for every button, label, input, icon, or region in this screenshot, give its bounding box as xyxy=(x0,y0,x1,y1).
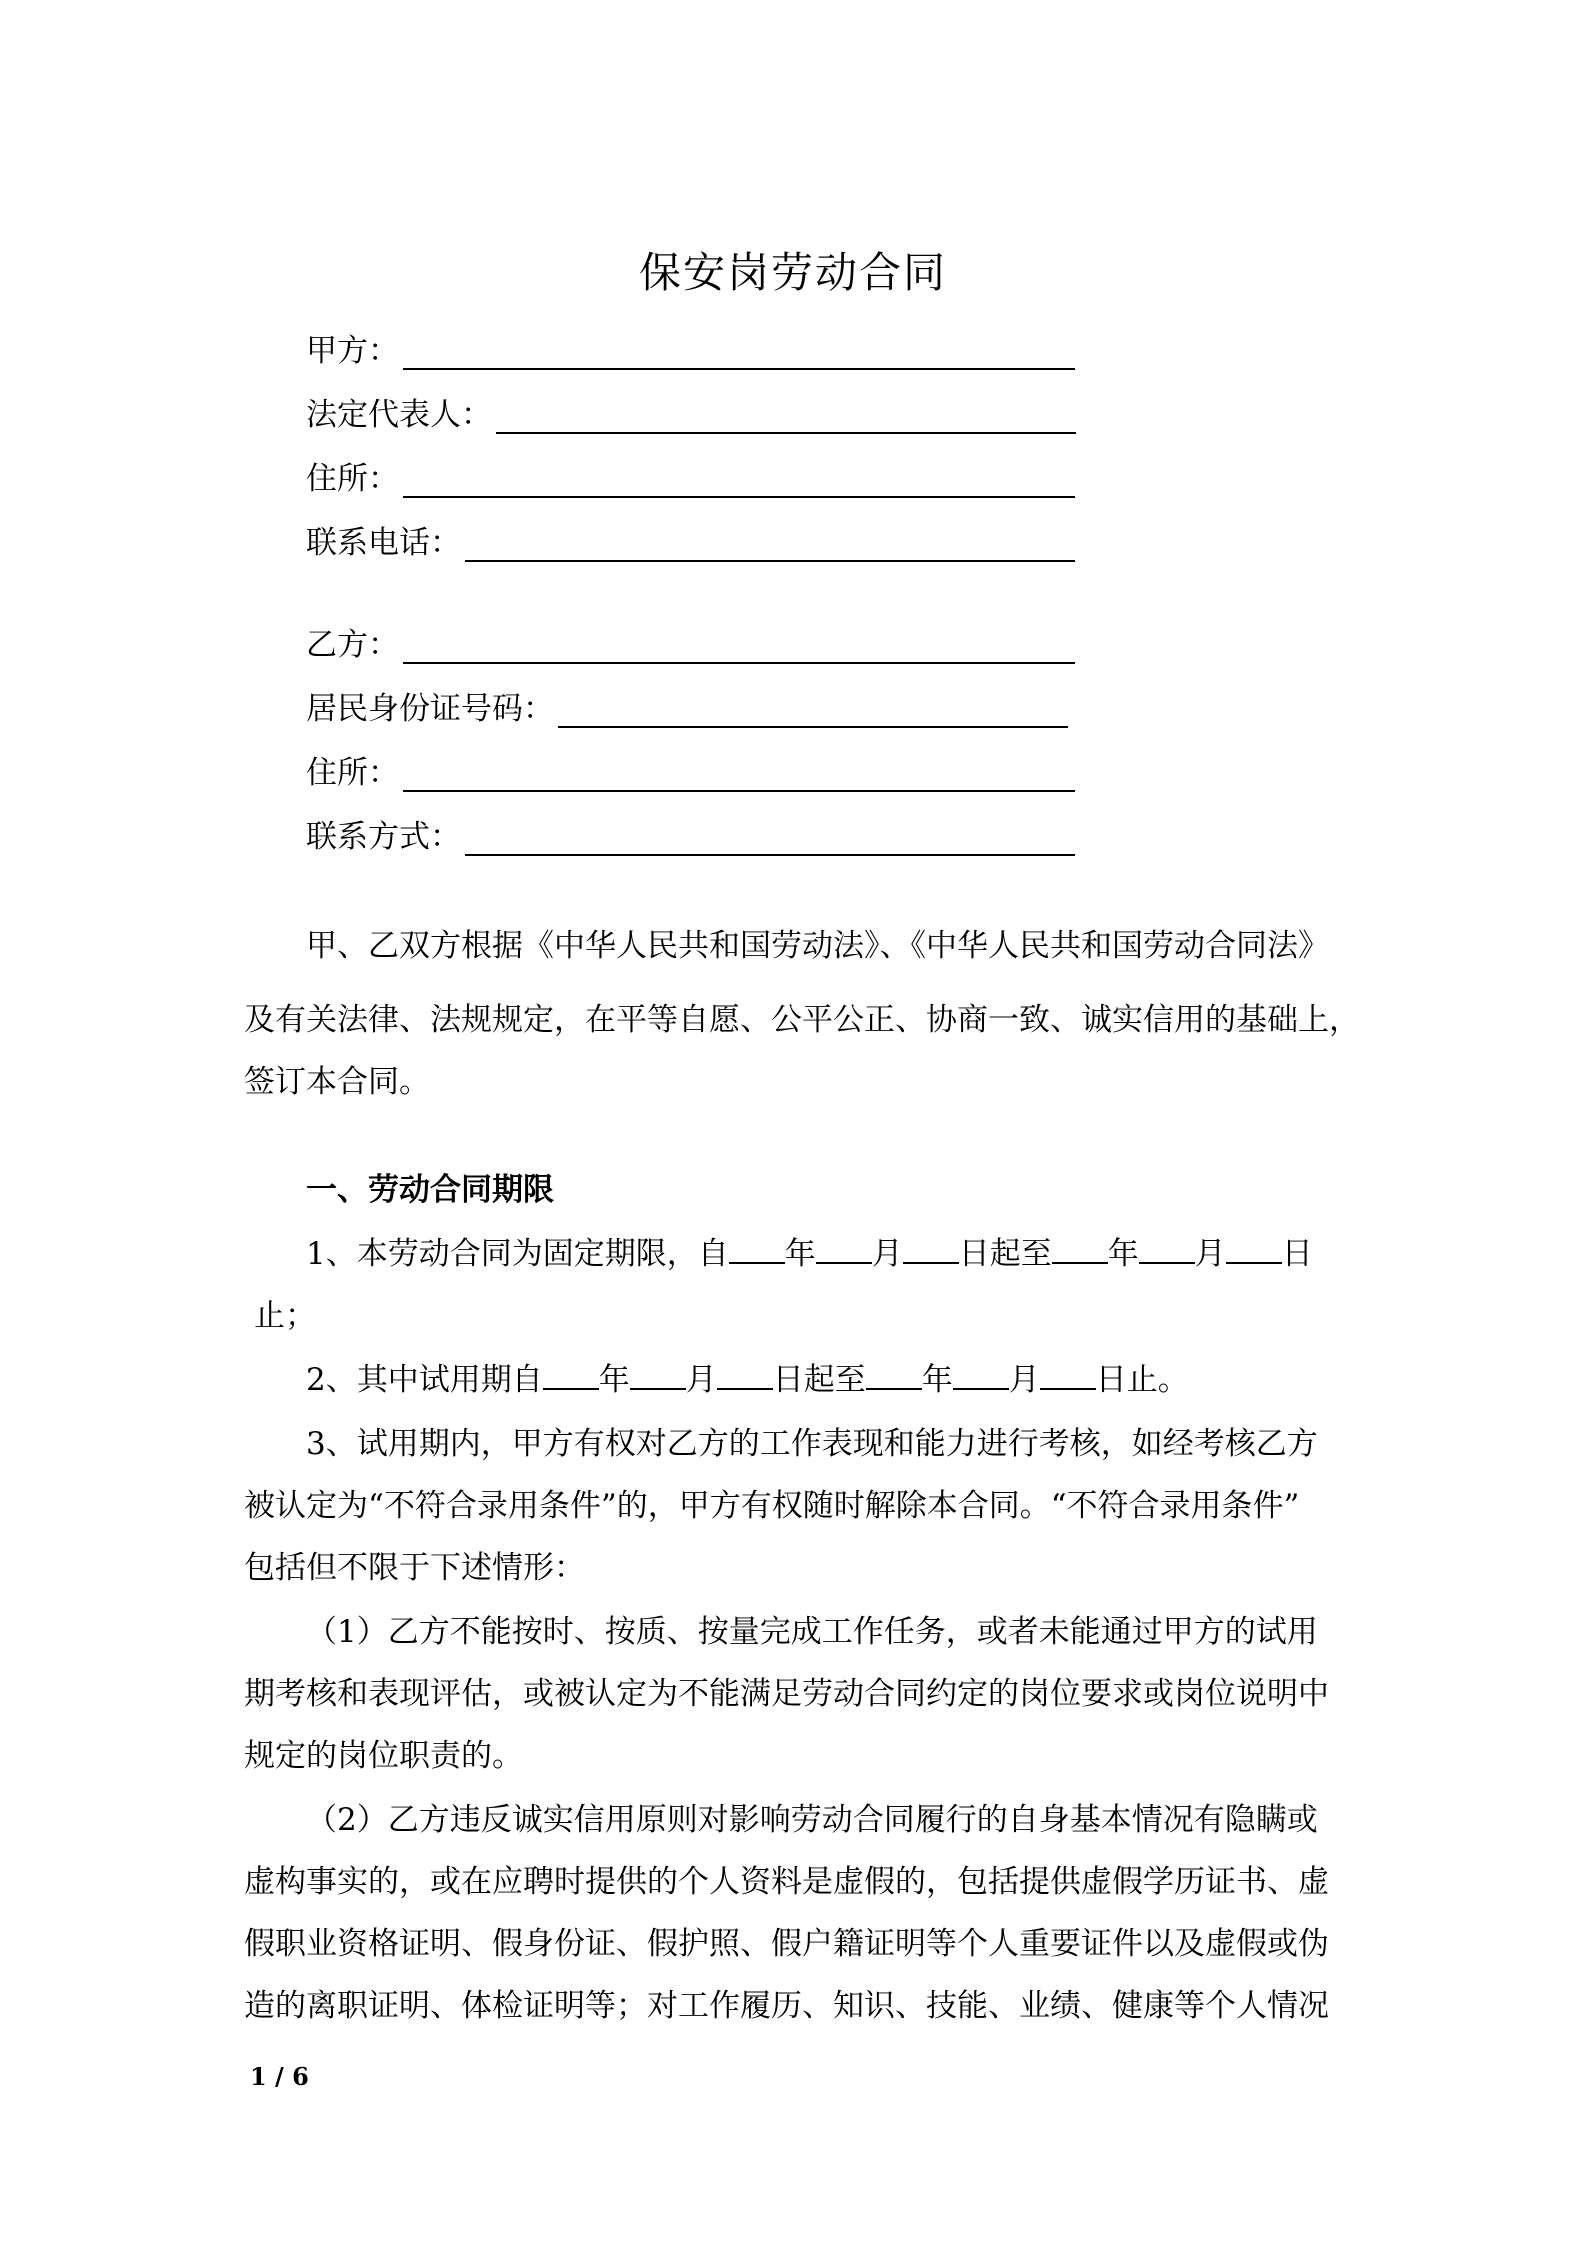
party-b-address-line xyxy=(403,750,1075,792)
item-2-prefix: 2、其中试用期自 xyxy=(306,1362,543,1398)
sub-2-line-3: 假职业资格证明、假身份证、假护照、假户籍证明等个人重要证件以及虚假或伪 xyxy=(244,1926,1329,1962)
probation-end-month-blank xyxy=(953,1360,1009,1390)
sub-2-line-1: （2）乙方违反诚实信用原则对影响劳动合同履行的自身基本情况有隐瞒或 xyxy=(306,1802,1318,1838)
item-3-line-1: 3、试用期内，甲方有权对乙方的工作表现和能力进行考核，如经考核乙方 xyxy=(306,1426,1318,1462)
day-from-label: 日起至 xyxy=(958,1236,1052,1272)
party-a-phone-field xyxy=(306,514,1075,562)
party-b-contact-line xyxy=(465,814,1075,856)
party-b-name-label: 乙方： xyxy=(306,627,399,663)
end-year-blank xyxy=(1052,1234,1108,1264)
month-label: 月 xyxy=(1194,1236,1226,1272)
preamble-line-3: 签订本合同。 xyxy=(244,1064,430,1100)
party-b-contact-label: 联系方式： xyxy=(306,819,461,855)
item-2-end: 止。 xyxy=(1126,1362,1189,1398)
month-label: 月 xyxy=(871,1236,903,1272)
end-month-blank xyxy=(1139,1234,1195,1264)
year-label: 年 xyxy=(921,1362,953,1398)
day-label: 日 xyxy=(1095,1362,1127,1398)
party-b-contact-field xyxy=(306,808,1075,856)
party-b-address-label: 住所： xyxy=(306,755,399,791)
probation-end-year-blank xyxy=(866,1360,922,1390)
probation-start-month-blank xyxy=(630,1360,686,1390)
sub-1-line-2: 期考核和表现评估，或被认定为不能满足劳动合同约定的岗位要求或岗位说明中 xyxy=(244,1676,1329,1712)
page-number: 1 / 6 xyxy=(250,2062,309,2091)
party-a-name-line xyxy=(403,328,1075,370)
year-label: 年 xyxy=(598,1362,630,1398)
sub-1-line-1: （1）乙方不能按时、按质、按量完成工作任务，或者未能通过甲方的试用 xyxy=(306,1614,1318,1650)
section-1-item-1 xyxy=(306,1228,1313,1273)
item-1-prefix: 1、本劳动合同为固定期限，自 xyxy=(306,1236,729,1272)
party-a-rep-label: 法定代表人： xyxy=(306,397,492,433)
preamble-line-2: 及有关法律、法规规定，在平等自愿、公平公正、协商一致、诚实信用的基础上， xyxy=(244,1002,1360,1038)
probation-start-year-blank xyxy=(543,1360,599,1390)
item-3-line-3: 包括但不限于下述情形： xyxy=(244,1550,585,1586)
party-b-id-label: 居民身份证号码： xyxy=(306,691,554,727)
party-a-address-field xyxy=(306,450,1075,498)
start-month-blank xyxy=(816,1234,872,1264)
month-label: 月 xyxy=(685,1362,717,1398)
sub-2-line-2: 虚构事实的，或在应聘时提供的个人资料是虚假的，包括提供虚假学历证书、虚 xyxy=(244,1864,1329,1900)
section-1-item-1-end: 止； xyxy=(254,1298,316,1334)
party-b-name-field xyxy=(306,616,1075,664)
party-a-address-line xyxy=(403,456,1075,498)
month-label: 月 xyxy=(1008,1362,1040,1398)
party-a-name-field xyxy=(306,322,1075,370)
end-day-blank xyxy=(1226,1234,1282,1264)
item-3-line-2: 被认定为“不符合录用条件”的，甲方有权随时解除本合同。“不符合录用条件” xyxy=(244,1488,1300,1524)
probation-end-day-blank xyxy=(1040,1360,1096,1390)
sub-2-line-4: 造的离职证明、体检证明等；对工作履历、知识、技能、业绩、健康等个人情况 xyxy=(244,1988,1329,2024)
year-label: 年 xyxy=(784,1236,816,1272)
preamble-line-1: 甲、乙双方根据《中华人民共和国劳动法》、《中华人民共和国劳动合同法》 xyxy=(306,928,1329,964)
probation-start-day-blank xyxy=(717,1360,773,1390)
start-year-blank xyxy=(729,1234,785,1264)
party-b-address-field xyxy=(306,744,1075,792)
section-1-heading: 一、劳动合同期限 xyxy=(306,1172,554,1208)
day-label: 日 xyxy=(1281,1236,1313,1272)
year-label: 年 xyxy=(1107,1236,1139,1272)
section-1-item-2 xyxy=(306,1354,1189,1399)
sub-1-line-3: 规定的岗位职责的。 xyxy=(244,1738,523,1774)
start-day-blank xyxy=(903,1234,959,1264)
party-a-rep-line xyxy=(496,392,1076,434)
party-a-rep-field xyxy=(306,386,1076,434)
party-a-phone-label: 联系电话： xyxy=(306,525,461,561)
document-title: 保安岗劳动合同 xyxy=(638,248,947,297)
party-a-address-label: 住所： xyxy=(306,461,399,497)
party-b-id-field xyxy=(306,680,1068,728)
party-b-name-line xyxy=(403,622,1075,664)
party-a-name-label: 甲方： xyxy=(306,333,399,369)
day-from-label: 日起至 xyxy=(772,1362,866,1398)
party-a-phone-line xyxy=(465,520,1075,562)
party-b-id-line xyxy=(558,686,1068,728)
